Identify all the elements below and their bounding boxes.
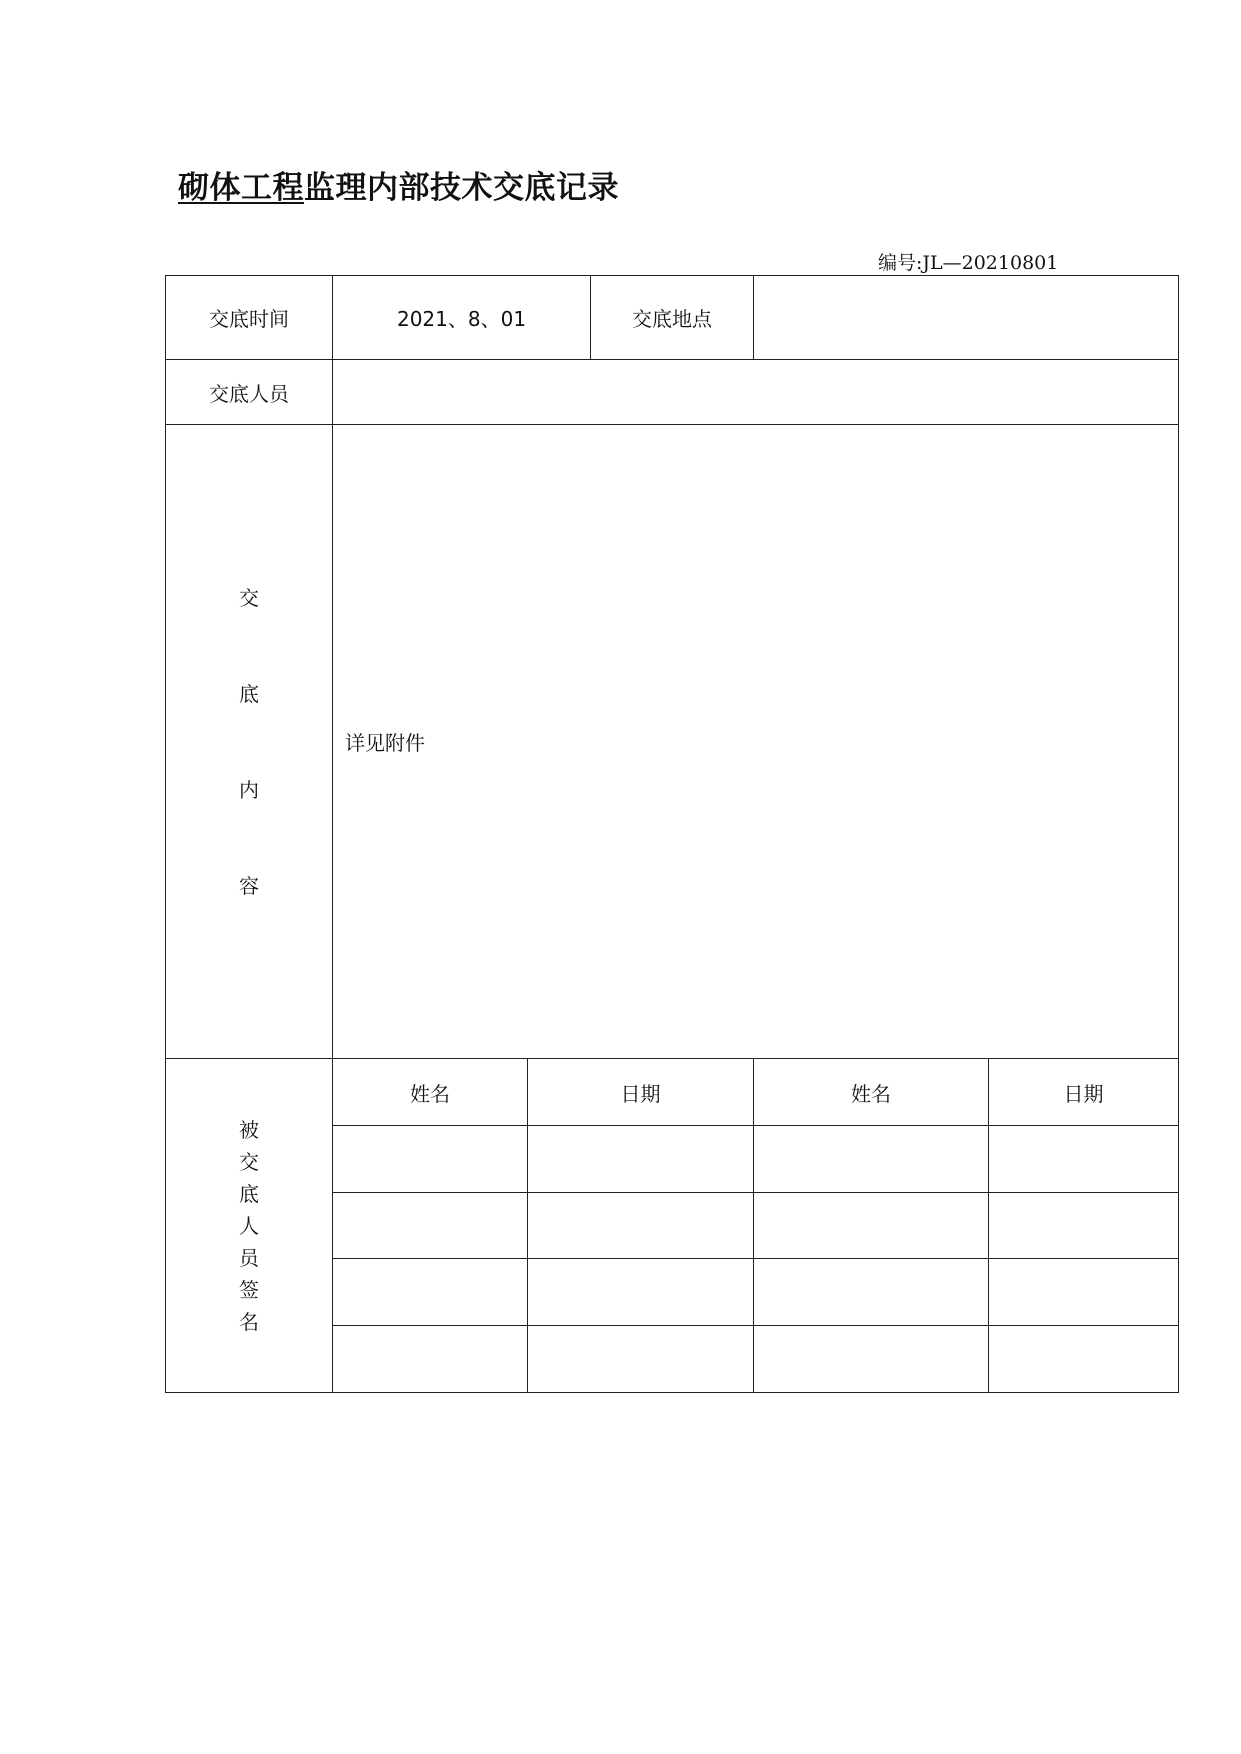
- document-number: 编号:JL—20210801: [878, 252, 1059, 274]
- content-label: 交底内容: [239, 585, 259, 898]
- content-row: [166, 425, 1179, 1059]
- person-row: [166, 360, 1179, 425]
- time-label: 交底时间: [166, 276, 333, 360]
- document-title: [178, 162, 619, 207]
- content-value[interactable]: 详见附件: [333, 425, 1179, 1059]
- sign-cell-name-2[interactable]: [754, 1326, 989, 1393]
- sign-cell-date-2[interactable]: [989, 1126, 1179, 1193]
- sign-cell-date-2[interactable]: [989, 1193, 1179, 1259]
- sign-cell-date-1[interactable]: [528, 1126, 754, 1193]
- sign-cell-name-2[interactable]: [754, 1259, 989, 1326]
- sign-cell-name-2[interactable]: [754, 1193, 989, 1259]
- sign-label-cell: [166, 1059, 333, 1393]
- sign-cell-name-1[interactable]: [333, 1326, 528, 1393]
- briefing-form-table: [165, 275, 1179, 1393]
- sign-label: 被交底人员签名: [239, 1117, 259, 1334]
- sign-header-name-2: 姓名: [754, 1059, 989, 1126]
- sign-cell-name-2[interactable]: [754, 1126, 989, 1193]
- time-value[interactable]: 2021、8、01: [333, 276, 591, 360]
- sign-cell-date-1[interactable]: [528, 1326, 754, 1393]
- title-rest: 监理内部技术交底记录: [304, 170, 619, 206]
- sign-header-date-1: 日期: [528, 1059, 754, 1126]
- title-underlined-part: 砌体工程: [178, 170, 304, 206]
- place-value[interactable]: [754, 276, 1179, 360]
- place-label: 交底地点: [591, 276, 754, 360]
- sign-header-name-1: 姓名: [333, 1059, 528, 1126]
- sign-cell-date-2[interactable]: [989, 1259, 1179, 1326]
- sign-cell-name-1[interactable]: [333, 1193, 528, 1259]
- sign-cell-name-1[interactable]: [333, 1259, 528, 1326]
- time-place-row: [166, 276, 1179, 360]
- sign-cell-date-2[interactable]: [989, 1326, 1179, 1393]
- sign-cell-name-1[interactable]: [333, 1126, 528, 1193]
- sign-header-row: [166, 1059, 1179, 1126]
- person-value[interactable]: [333, 360, 1179, 425]
- sign-cell-date-1[interactable]: [528, 1259, 754, 1326]
- person-label: 交底人员: [166, 360, 333, 425]
- sign-header-date-2: 日期: [989, 1059, 1179, 1126]
- sign-cell-date-1[interactable]: [528, 1193, 754, 1259]
- content-label-cell: [166, 425, 333, 1059]
